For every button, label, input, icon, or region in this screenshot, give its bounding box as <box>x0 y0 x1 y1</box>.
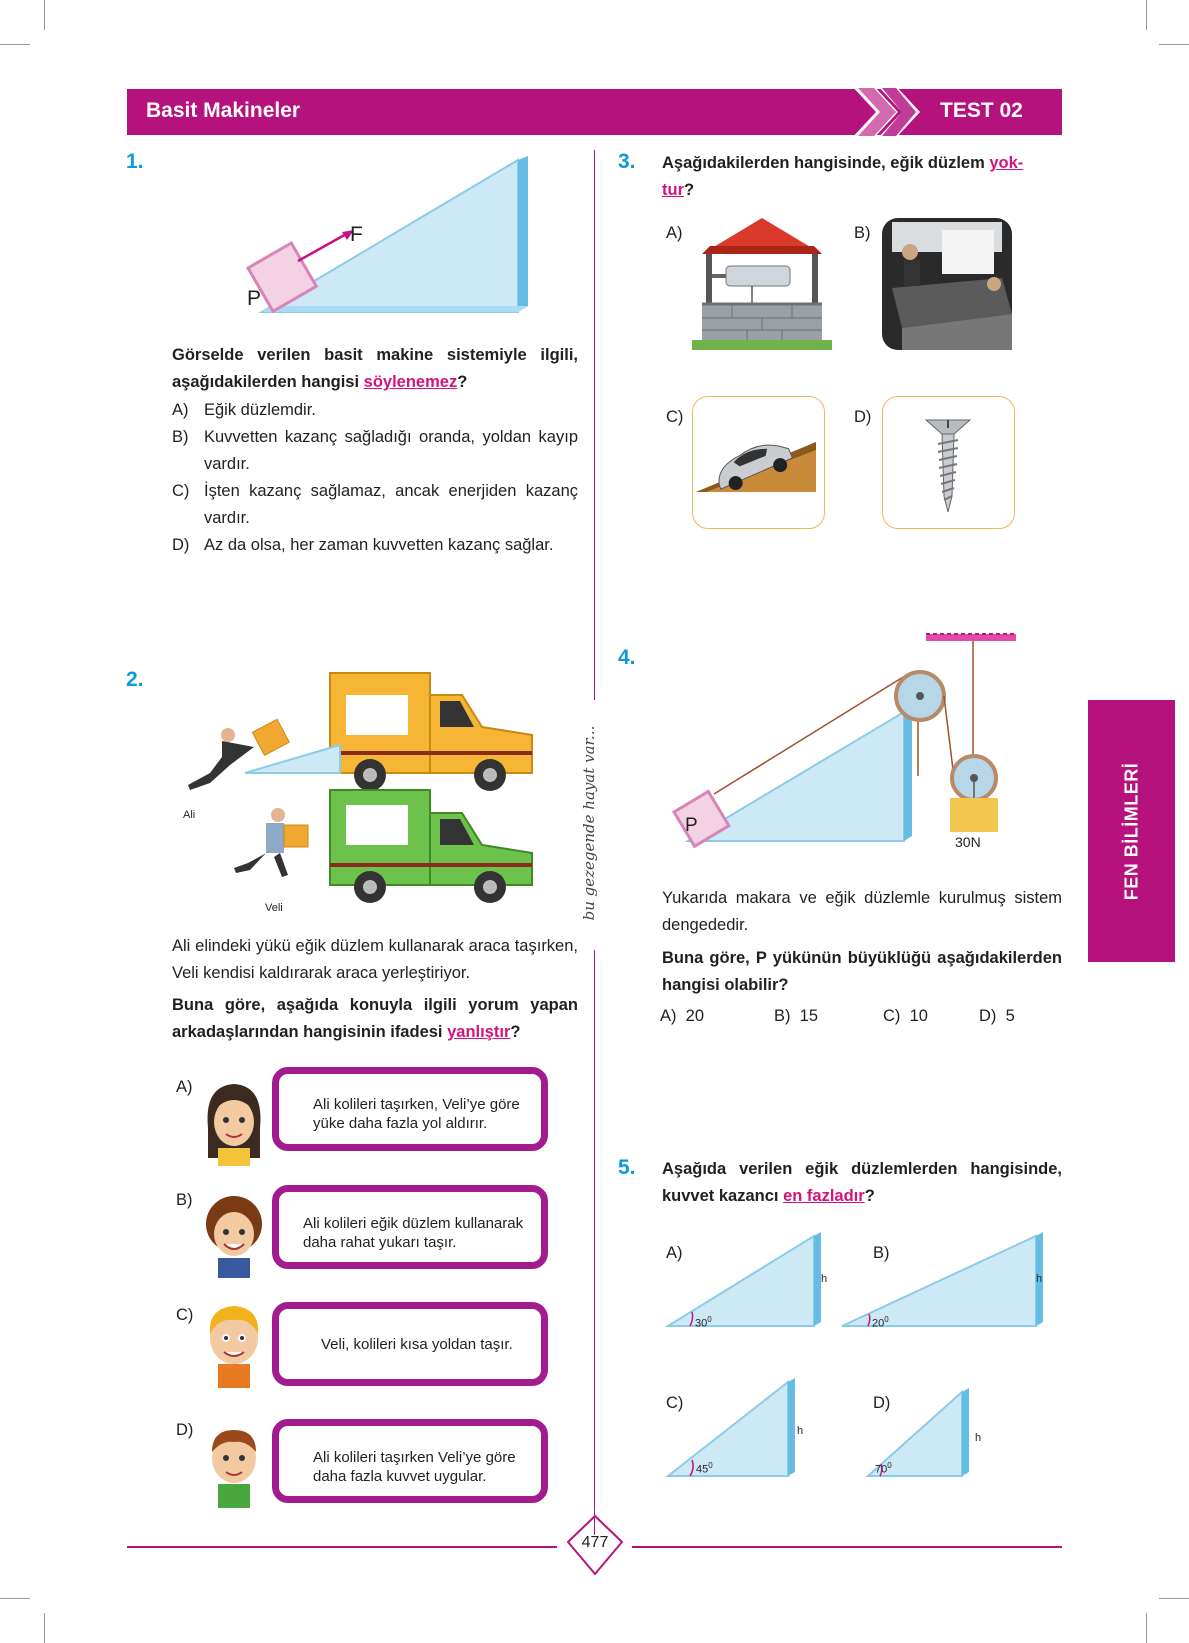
q4-weight-label: 30N <box>955 834 981 850</box>
q5-a-angle: $30^0$ <box>695 1315 712 1330</box>
q3-number: 3. <box>618 150 636 173</box>
q4-block-label: P <box>685 815 698 836</box>
boy-avatar-curly <box>200 1190 270 1280</box>
q5-option-c-letter: C) <box>666 1394 684 1412</box>
q2-trucks-figure <box>170 665 550 920</box>
chevron-icon <box>850 84 920 140</box>
q1-stem: Görselde verilen basit makine sistemiyle ilgili, aşağıdakilerden hangisi söylenemez? <box>172 346 578 391</box>
q4-text: Yukarıda makara ve eğik düzlemle kurulmuş sistem dengededir. <box>662 889 1062 934</box>
q5-c-height: h <box>797 1425 804 1437</box>
boy-avatar-blond <box>200 1298 270 1393</box>
q5-c-angle: $45^0$ <box>696 1461 713 1476</box>
q5-incline-c[interactable] <box>664 1372 804 1480</box>
q1-block-label: P <box>247 287 262 310</box>
screw-image <box>920 416 976 516</box>
girl-avatar <box>200 1078 270 1168</box>
q4-stem: Buna göre, P yükünün büyüklüğü aşağıdakilerden hangisi olabilir? <box>662 949 1062 994</box>
q1-options <box>172 397 578 559</box>
q5-option-d-letter: D) <box>873 1394 891 1412</box>
q5-stem: Aşağıda verilen eğik düzlemlerden hangisinde, kuvvet kazancı en fazladır? <box>662 1160 1062 1205</box>
q4-option-b[interactable]: B) 15 <box>774 1007 819 1025</box>
q2-option-c-bubble[interactable]: Veli, kolileri kısa yoldan taşır. <box>272 1302 548 1386</box>
q3-option-d-letter: D) <box>854 408 872 426</box>
moving-ramp-image[interactable] <box>882 218 1012 350</box>
q2-option-d-letter: D) <box>176 1421 194 1439</box>
q4-option-c[interactable]: C) 10 <box>883 1007 928 1025</box>
q1-force-label: F <box>350 223 363 246</box>
q4-option-a[interactable]: A) 20 <box>660 1007 705 1025</box>
q3-option-b-letter: B) <box>854 224 871 242</box>
q5-d-angle: $70^0$ <box>875 1461 892 1476</box>
q4-number: 4. <box>618 646 636 669</box>
test-label: TEST 02 <box>940 99 1023 122</box>
car-on-ramp-image <box>696 420 821 495</box>
q2-option-b-bubble[interactable]: Ali kolileri eğik düzlem kullanarak daha rahat yukarı taşır. <box>272 1185 548 1269</box>
q5-a-height: h <box>821 1273 828 1285</box>
q3-option-c-letter: C) <box>666 408 684 426</box>
q2-stem: Buna göre, aşağıda konuyla ilgili yorum yapan arkadaşlarından hangisinin ifadesi yanlıştır? <box>172 996 578 1041</box>
q5-option-a-letter: A) <box>666 1244 683 1262</box>
q1-option-b[interactable]: B) Kuvvetten kazanç sağladığı oranda, yoldan kayıp vardır. <box>172 428 578 473</box>
water-well-image[interactable] <box>692 218 832 350</box>
page-title: Basit Makineler <box>146 99 301 122</box>
q2-option-c-letter: C) <box>176 1306 194 1324</box>
q5-b-height: h <box>1036 1273 1043 1285</box>
footer-line-right <box>632 1546 1062 1548</box>
q5-b-angle: $20^0$ <box>872 1315 889 1330</box>
vertical-slogan: bu gezegende hayat var... <box>580 725 598 921</box>
q1-number: 1. <box>126 150 144 173</box>
q1-option-d[interactable]: D) Az da olsa, her zaman kuvvetten kazanç sağlar. <box>172 536 554 554</box>
page-number: 477 <box>581 1534 609 1551</box>
subject-tab-label: FEN BİLİMLERİ <box>1121 762 1141 900</box>
q2-person2-label: Veli <box>265 902 283 914</box>
q5-number: 5. <box>618 1156 636 1179</box>
q5-incline-a[interactable] <box>664 1228 824 1330</box>
q2-text: Ali elindeki yükü eğik düzlem kullanarak araca taşırken, Veli kendisi kaldırarak araca yerleştiriyor. <box>172 937 578 982</box>
q1-option-c[interactable]: C) İşten kazanç sağlamaz, ancak enerjiden kazanç vardır. <box>172 482 578 527</box>
q2-option-b-letter: B) <box>176 1191 193 1209</box>
q1-option-a[interactable]: A) Eğik düzlemdir. <box>172 401 316 419</box>
q3-option-a-letter: A) <box>666 224 683 242</box>
q2-person1-label: Ali <box>183 809 196 821</box>
q2-number: 2. <box>126 668 144 691</box>
q2-option-a-bubble[interactable]: Ali kolileri taşırken, Veli’ye göre yüke daha fazla yol aldırır. <box>272 1067 548 1151</box>
boy-avatar-green <box>200 1418 270 1513</box>
q2-option-a-letter: A) <box>176 1078 193 1096</box>
q5-d-height: h <box>975 1432 982 1444</box>
q4-pulley-figure <box>668 626 1028 851</box>
q5-option-b-letter: B) <box>873 1244 890 1262</box>
footer-line-left <box>127 1546 557 1548</box>
q3-stem: Aşağıdakilerden hangisinde, eğik düzlem yok- tur? <box>662 154 1024 199</box>
q4-option-d[interactable]: D) 5 <box>979 1007 1015 1025</box>
q5-incline-b[interactable] <box>838 1228 1048 1330</box>
q1-incline-figure <box>220 150 530 330</box>
q2-option-d-bubble[interactable]: Ali kolileri taşırken Veli’ye göre daha fazla kuvvet uygular. <box>272 1419 548 1503</box>
